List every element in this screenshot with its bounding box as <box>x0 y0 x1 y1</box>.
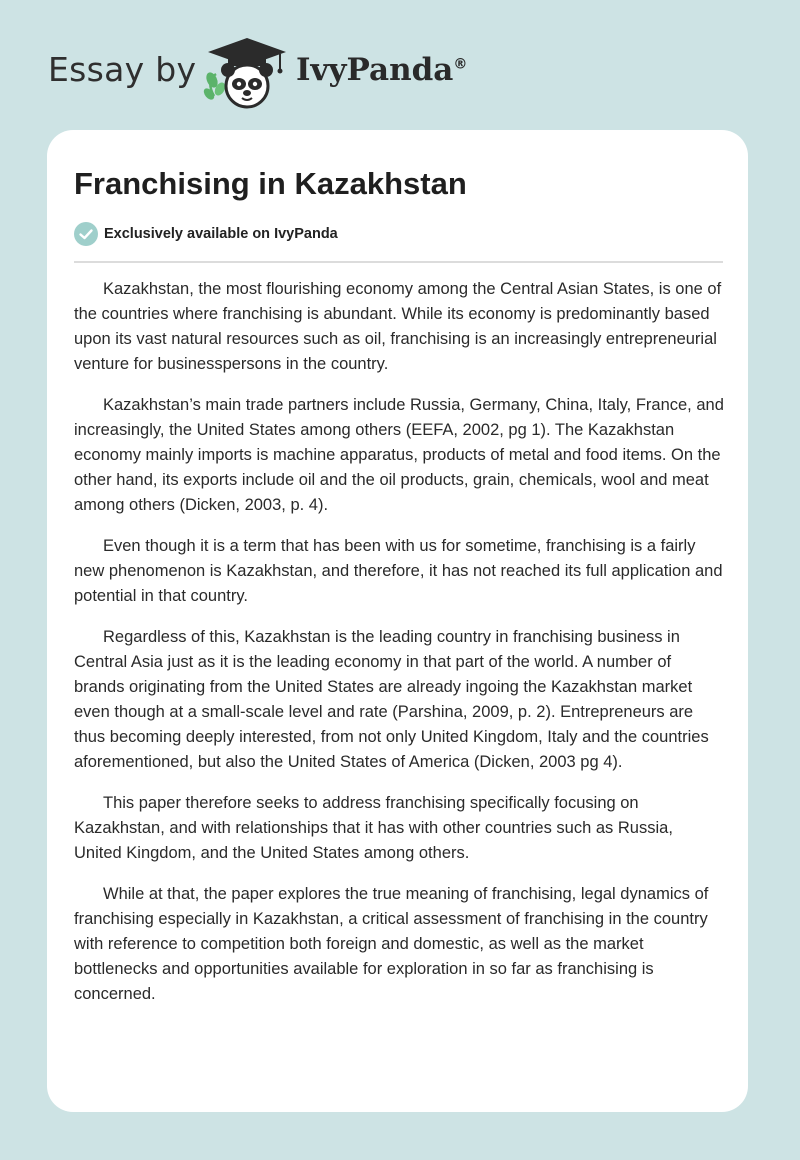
essay-body <box>74 277 724 1023</box>
paragraph: Kazakhstan’s main trade partners include Russia, Germany, China, Italy, France, and increasingly, the United States among others (EEFA, 2002, pg 1). The Kazakhstan economy mainly imports is machine apparatus, products of metal and food items. On the other hand, its exports include oil and the oil products, grain, chemicals, wool and meat among others (Dicken, 2003, p. 4). <box>74 396 724 514</box>
divider <box>74 261 723 263</box>
paragraph: Kazakhstan, the most flourishing economy among the Central Asian States, is one of the countries where franchising is abundant. While its economy is predominantly based upon its vast natural resources such as oil, franchising is an increasingly entrepreneurial venture for businesspersons in the country. <box>74 280 722 373</box>
essay-card <box>47 130 748 1112</box>
essay-by-label: Essay by <box>48 50 197 89</box>
paragraph: While at that, the paper explores the true meaning of franchising, legal dynamics of franchising especially in Kazakhstan, a critical assessment of franchising in the country with reference to competition both foreign and domestic, as well as the market bottlenecks and opportunities available for exploration in so far as franchising is concerned. <box>74 885 709 1003</box>
registered-mark: ® <box>453 56 468 73</box>
page-title: Franchising in Kazakhstan <box>74 166 467 201</box>
site-header <box>0 0 800 128</box>
check-circle-icon <box>74 222 98 246</box>
paragraph: Even though it is a term that has been with us for sometime, franchising is a fairly new phenomenon is Kazakhstan, and therefore, it has not reached its full application and potential in that country. <box>74 537 723 605</box>
paragraph: Regardless of this, Kazakhstan is the leading country in franchising business in Central Asia just as it is the leading economy in that part of the world. A number of brands originating from the United States are already ingoing the Kazakhstan market even though at a small-scale level and rate (Parshina, 2009, p. 2). Entrepreneurs are thus becoming deeply interested, from not only United Kingdom, Italy and the countries aforementioned, but also the United States of America (Dicken, 2003 pg 4). <box>74 628 709 771</box>
paragraph: This paper therefore seeks to address franchising specifically focusing on Kazakhstan, and with relationships that it has with other countries such as Russia, United Kingdom, and the United States among others. <box>74 794 673 862</box>
exclusive-badge <box>74 222 338 246</box>
exclusive-badge-label: Exclusively available on IvyPanda <box>104 226 338 242</box>
panda-graduate-icon[interactable] <box>200 34 294 112</box>
brand-logo-text[interactable]: IvyPanda® <box>296 52 468 88</box>
